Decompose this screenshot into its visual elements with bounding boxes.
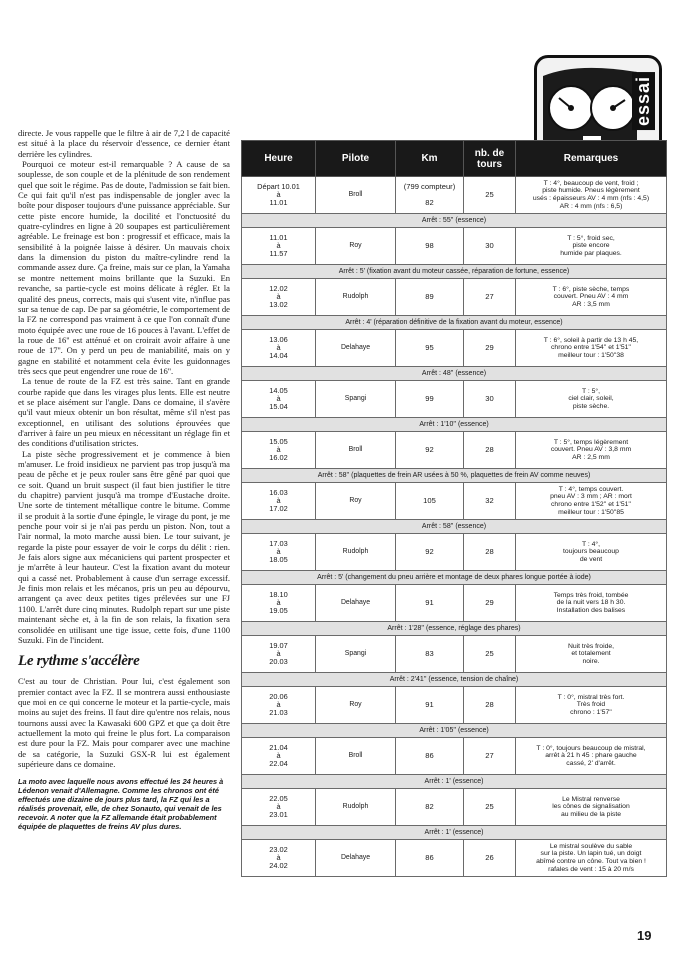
heure-cell: 18.10 à 19.05 [242, 585, 316, 622]
logo-text: essai [632, 72, 655, 130]
stop-note: Arrêt : 1'28'' (essence, réglage des phares) [242, 622, 667, 636]
remarques-cell: Nuit très froide, et totalement noire. [516, 636, 667, 673]
remarques-cell: T : 0°, mistral très fort. Très froid chrono : 1'57'' [516, 687, 667, 724]
article-body-bottom [18, 676, 230, 769]
remarques-cell: T : 6°, piste sèche, temps couvert. Pneu AV : 4 mm AR : 3,5 mm [516, 279, 667, 316]
km-cell: 86 [396, 840, 464, 877]
article-paragraph: La tenue de route de la FZ est très saine. Tant en grande courbe rapide que dans les virages plus lents. Elle est neutre et se place aisément sur l'angle. Dans ce domaine, il s'avère qu'il vaut mieux obtenir un bon résultat, même s'il n'est pas exceptionnel, en utilisant des solutions éprouvées que d'arriver à faire un peu mieux en nécessitant un réglage fin et des conditions d'utilisation strictes. [18, 376, 230, 449]
table-row [242, 228, 667, 265]
photo-caption: La moto avec laquelle nous avons effectué les 24 heures à Lédenon venait d'Allemagne. Comme les chronos ont été effectués une dizaine de jours plus tard, la FZ qui les a réalisés provenait, elle, de chez Sonauto, qui venait de les recevoir. A noter que la FZ allemande était probablement équipée de plaquettes de freins AV plus dures. [18, 777, 224, 832]
remarques-cell: T : 5°, ciel clair, soleil, piste sèche. [516, 381, 667, 418]
km-cell: 98 [396, 228, 464, 265]
table-row [242, 840, 667, 877]
stop-note: Arrêt : 5' (changement du pneu arrière et montage de deux phares longue portée à iode) [242, 571, 667, 585]
stop-row [242, 520, 667, 534]
stop-row [242, 622, 667, 636]
tours-cell: 29 [464, 330, 516, 367]
heure-cell: 14.05 à 15.04 [242, 381, 316, 418]
article-paragraph: C'est au tour de Christian. Pour lui, c'est également son premier contact avec la FZ. Il se montrera aussi enthousiaste que moi en ce qui concerne le moteur et la partie-cycle, mais moins au sujet des freins. Il faut dire qu'entre nos relais, nous tournons aussi avec la Kawasaki 600 GPZ et que ça doit être actuellement la moto qui freine le plus fort. La comparaison est dure pour la FZ. Mais pour comparer avec une machine de sa catégorie, la Suzuki GSX-R lui est également supérieure dans ce domaine. [18, 676, 230, 769]
heure-cell: 20.06 à 21.03 [242, 687, 316, 724]
relay-table [241, 140, 666, 877]
table-row [242, 432, 667, 469]
heure-cell: 15.05 à 16.02 [242, 432, 316, 469]
tours-cell: 25 [464, 789, 516, 826]
tours-cell: 28 [464, 534, 516, 571]
tours-cell: 26 [464, 840, 516, 877]
pilote-cell: Broll [316, 738, 396, 775]
table-row [242, 738, 667, 775]
stop-note: Arrêt : 55'' (essence) [242, 214, 667, 228]
table-row [242, 330, 667, 367]
stop-row [242, 367, 667, 381]
km-cell: 91 [396, 585, 464, 622]
header-pilote: Pilote [316, 141, 396, 177]
stop-row [242, 826, 667, 840]
km-cell: 89 [396, 279, 464, 316]
table-row [242, 177, 667, 214]
stop-note: Arrêt : 58'' (essence) [242, 520, 667, 534]
remarques-cell: T : 4°, temps couvert. pneu AV : 3 mm ; AR : mort chrono entre 1'52'' et 1'51'' meilleur tour : 1'50''85 [516, 483, 667, 520]
tours-cell: 28 [464, 432, 516, 469]
table-row [242, 789, 667, 826]
stop-row [242, 214, 667, 228]
stop-note: Arrêt : 2'41'' (essence, tension de chaîne) [242, 673, 667, 687]
pilote-cell: Spangi [316, 381, 396, 418]
stop-row [242, 673, 667, 687]
stop-row [242, 775, 667, 789]
heure-cell: 17.03 à 18.05 [242, 534, 316, 571]
article-body-top [18, 128, 230, 645]
header-remarques: Remarques [516, 141, 667, 177]
km-cell: 82 [396, 789, 464, 826]
heure-cell: 11.01 à 11.57 [242, 228, 316, 265]
tours-cell: 30 [464, 381, 516, 418]
stop-row [242, 724, 667, 738]
pilote-cell: Spangi [316, 636, 396, 673]
km-cell: 95 [396, 330, 464, 367]
header-heure: Heure [242, 141, 316, 177]
remarques-cell: T : 5°, temps légèrement couvert. Pneu AV : 3,8 mm AR : 2,5 mm [516, 432, 667, 469]
remarques-cell: T : 5°, froid sec, piste encore humide par plaques. [516, 228, 667, 265]
pilote-cell: Rudolph [316, 534, 396, 571]
pilote-cell: Roy [316, 483, 396, 520]
article-paragraph: Pourquoi ce moteur est-il remarquable ? A cause de sa souplesse, de son couple et de la plénitude de son rendement quel que soit le régime. Pas de doute, l'admission se fait bien. Ce qui fait qu'il n'est pas indispensable de jongler avec la boîte pour disposer toujours d'une puissance appréciable. Sur cette piste encore humide, la docilité et l'onctuosité du quatre-cylindres en ligne à 20 soupapes est particulièrement agréable. Le freinage est bon : progressif et efficace, mais la sensibilité à la poignée laisse à désirer. Un mauvais choix dans la dimension du piston du maître-cylindre rend la commande assez dure. Ça freine, mais sur ce plan, la Yamaha se montre nettement moins brillante que la Suzuki. En revanche, sa partie-cycle est moins délicate à régler. Et la qualité des pneus, corrects, mais qui s'usent vite, n'influe pas sur sa tenue de cap. De par sa géométrie, le comportement de la FZ ne correspond pas vraiment à ce que l'on connaît d'une moto équipée avec une roue de 16 pouces à l'avant. L'effet de la roue de 16'' est atténué et on croirait avoir affaire à une roue de 17''. On y perd un peu de maniabilité, mais on y gagne en stabilité et notamment cela évite les guidonnages très secs que peut engendrer une roue de 16''. [18, 159, 230, 376]
heure-cell: 12.02 à 13.02 [242, 279, 316, 316]
stop-row [242, 418, 667, 432]
stop-note: Arrêt : 4' (réparation définitive de la fixation avant du moteur, essence) [242, 316, 667, 330]
km-cell: 99 [396, 381, 464, 418]
pilote-cell: Delahaye [316, 330, 396, 367]
stop-note: Arrêt : 5' (fixation avant du moteur cassée, réparation de fortune, essence) [242, 265, 667, 279]
table-row [242, 534, 667, 571]
heure-cell: 21.04 à 22.04 [242, 738, 316, 775]
remarques-cell: T : 0°, toujours beaucoup de mistral, arrêt à 21 h 45 : phare gauche cassé, 2' d'arrêt. [516, 738, 667, 775]
pilote-cell: Broll [316, 177, 396, 214]
km-cell: (799 compteur) 82 [396, 177, 464, 214]
remarques-cell: T : 4°, beaucoup de vent, froid ; piste humide. Pneus légèrement usés : épaisseurs AV : 4 mm (nfs : 4,5) AR : 4 mm (nfs : 6,5) [516, 177, 667, 214]
remarques-cell: Le Mistral renverse les cônes de signalisation au milieu de la piste [516, 789, 667, 826]
stop-note: Arrêt : 58'' (plaquettes de frein AR usées à 50 %, plaquettes de frein AV comme neuves) [242, 469, 667, 483]
heure-cell: 16.03 à 17.02 [242, 483, 316, 520]
stop-row [242, 571, 667, 585]
header-tours: nb. de tours [464, 141, 516, 177]
page-number: 19 [637, 928, 652, 943]
remarques-cell: T : 4°, toujours beaucoup de vent [516, 534, 667, 571]
tours-cell: 27 [464, 738, 516, 775]
pilote-cell: Roy [316, 687, 396, 724]
table-body [242, 177, 667, 877]
heure-cell: 13.06 à 14.04 [242, 330, 316, 367]
stop-note: Arrêt : 1' (essence) [242, 775, 667, 789]
stop-note: Arrêt : 1'05'' (essence) [242, 724, 667, 738]
pilote-cell: Roy [316, 228, 396, 265]
pilote-cell: Delahaye [316, 840, 396, 877]
table-row [242, 636, 667, 673]
header-km: Km [396, 141, 464, 177]
stop-note: Arrêt : 1' (essence) [242, 826, 667, 840]
article-paragraph: directe. Je vous rappelle que le filtre à air de 7,2 l de capacité est situé à la place du réservoir d'essence, ce dernier étant derrière les cylindres. [18, 128, 230, 159]
tours-cell: 27 [464, 279, 516, 316]
article-paragraph: La piste sèche progressivement et je commence à bien m'amuser. Le froid insidieux ne parvient pas trop jusqu'à ma peau de pêche et je peux rouler sans être gêné par quoi que ce soit. Quand un bruit suspect (il faut bien justifier le titre du chapitre) parvient jusqu'à ma trompe d'Eustache droite. Une sorte de tintement métallique contre le bitume. Comme il se produit à la sortie d'une épingle, le virage du pont, je me penche pour voir si je n'ai pas perdu un piston. Non, tout a l'air normal, la moto marche aussi bien. Le tour suivant, je regarde la piste pour essayer de voir le corps du délit : rien. Je fais alors signe aux mécaniciens qui partent prospecter et je m'arrête à leur hauteur. C'est la fixation avant du moteur qui a cassé net. Probablement à cause d'un serrage excessif. Je finis mon relais et les mécanos, pris un peu au dépourvu, arrangent ça avec deux petites tiges prélevées sur une FJ 1100. L'arrêt dure cinq minutes. Rudolph repart sur une piste maintenant sèche et, à la fin de son relais, la fixation sera consolidée en utilisant une tige issue, cette fois, d'une 1100 Suzuki. Fin de l'incident. [18, 448, 230, 645]
pilote-cell: Rudolph [316, 279, 396, 316]
km-cell: 92 [396, 432, 464, 469]
km-cell: 105 [396, 483, 464, 520]
remarques-cell: Temps très froid, tombée de la nuit vers 18 h 30. Installation des balises [516, 585, 667, 622]
tours-cell: 32 [464, 483, 516, 520]
table-row [242, 687, 667, 724]
km-cell: 86 [396, 738, 464, 775]
section-heading: Le rythme s'accélère [18, 653, 140, 670]
stop-row [242, 469, 667, 483]
stop-note: Arrêt : 1'10'' (essence) [242, 418, 667, 432]
tours-cell: 25 [464, 636, 516, 673]
heure-cell: 19.07 à 20.03 [242, 636, 316, 673]
remarques-cell: Le mistral soulève du sable sur la piste. Un lapin tué, un doigt abîmé contre un cône. Tout va bien ! rafales de vent : 15 à 20 m/s [516, 840, 667, 877]
km-cell: 92 [396, 534, 464, 571]
stop-note: Arrêt : 48'' (essence) [242, 367, 667, 381]
heure-cell: 22.05 à 23.01 [242, 789, 316, 826]
table-row [242, 279, 667, 316]
stop-row [242, 316, 667, 330]
pilote-cell: Broll [316, 432, 396, 469]
table-row [242, 585, 667, 622]
heure-cell: 23.02 à 24.02 [242, 840, 316, 877]
remarques-cell: T : 6°, soleil à partir de 13 h 45, chrono entre 1'54'' et 1'51'' meilleur tour : 1'50''38 [516, 330, 667, 367]
tours-cell: 28 [464, 687, 516, 724]
tours-cell: 25 [464, 177, 516, 214]
km-cell: 83 [396, 636, 464, 673]
tours-cell: 30 [464, 228, 516, 265]
stop-row [242, 265, 667, 279]
table-header-row [242, 141, 667, 177]
pilote-cell: Delahaye [316, 585, 396, 622]
pilote-cell: Rudolph [316, 789, 396, 826]
table-row [242, 381, 667, 418]
tours-cell: 29 [464, 585, 516, 622]
km-cell: 91 [396, 687, 464, 724]
article-column [18, 128, 230, 831]
heure-cell: Départ 10.01 à 11.01 [242, 177, 316, 214]
table-row [242, 483, 667, 520]
